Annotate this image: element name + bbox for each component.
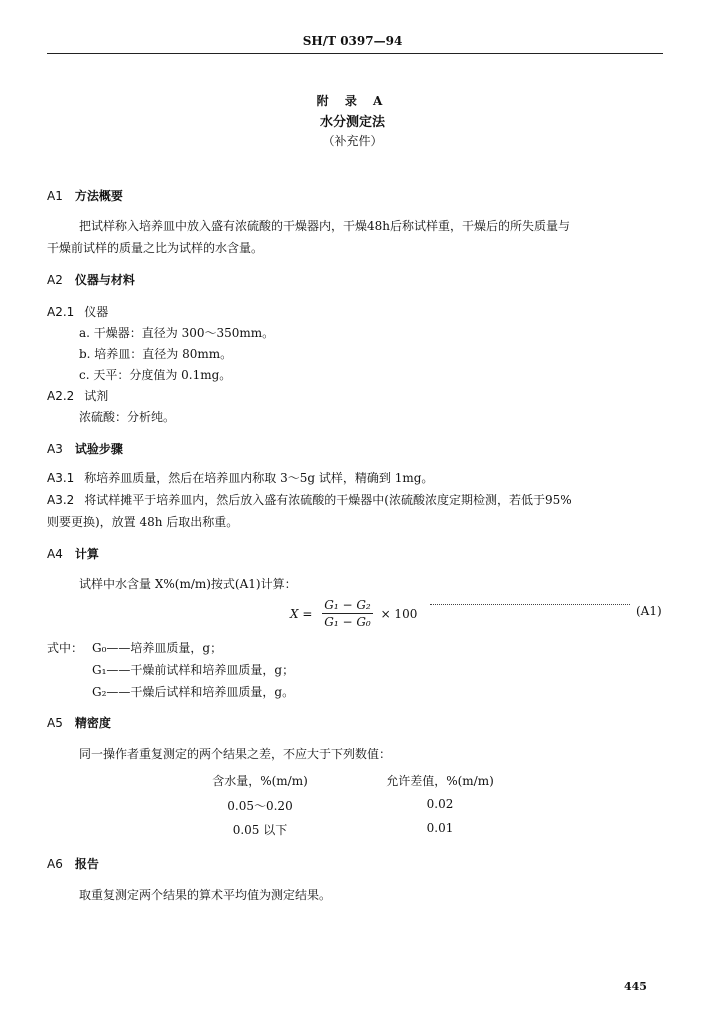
section-a6-heading — [47, 855, 99, 872]
variable-definition: G₀——培养皿质量，g； — [92, 641, 223, 655]
precision-intro: 同一操作者重复测定的两个结果之差，不应大于下列数值： — [79, 747, 392, 761]
section-title: 计算 — [74, 547, 99, 561]
formula-numerator: G₁ − G₂ — [324, 598, 371, 612]
table-header-cell: 允许差值，%(m/m) — [386, 774, 494, 788]
section-a2-1-heading — [47, 303, 108, 320]
formula-denominator: G₁ − G₀ — [324, 615, 371, 629]
paragraph-text: 称培养皿质量，然后在培养皿内称取 3～5g 试样，精确到 1mg。 — [84, 471, 434, 485]
page-number: 445 — [624, 980, 647, 993]
section-a3-heading — [47, 440, 123, 457]
section-a2-2-heading — [47, 387, 108, 404]
appendix-title: 水分测定法 — [319, 115, 385, 130]
header-rule — [47, 53, 663, 54]
table-header-cell: 含水量，%(m/m) — [212, 774, 308, 788]
section-a4-heading — [47, 545, 99, 562]
formula-fraction — [322, 598, 372, 629]
report-text: 取重复测定两个结果的算术平均值为测定结果。 — [79, 888, 332, 902]
standard-code-header: SH/T 0397—94 — [302, 34, 403, 48]
leader-dots — [430, 604, 630, 605]
section-number: A4 — [47, 547, 63, 561]
list-item: a. 干燥器：直径为 300～350mm。 — [79, 326, 275, 340]
section-number: A3.1 — [47, 471, 75, 485]
section-number: A2 — [47, 273, 63, 287]
formula-lhs: X = — [290, 606, 313, 621]
formula-factor: × 100 — [380, 606, 418, 621]
section-number: A3.2 — [47, 493, 75, 507]
section-title: 精密度 — [74, 716, 111, 730]
where-label: 式中： — [47, 641, 84, 655]
formula-intro: 试样中水含量 X%(m/m)按式(A1)计算： — [79, 577, 297, 591]
variable-definition: G₁——干燥前试样和培养皿质量，g； — [92, 663, 295, 677]
equation-number: (A1) — [636, 604, 662, 618]
section-number: A6 — [47, 857, 63, 871]
section-number: A3 — [47, 442, 63, 456]
section-a3-2-paragraph-line2: 则要更换)，放置 48h 后取出称重。 — [47, 515, 239, 529]
section-a5-heading — [47, 714, 111, 731]
table-cell: 0.05 以下 — [232, 823, 288, 837]
table-cell: 0.05～0.20 — [227, 799, 293, 813]
section-a1-paragraph-line2: 干燥前试样的质量之比为试样的水含量。 — [47, 241, 264, 255]
appendix-subtitle: （补充件） — [322, 134, 383, 148]
list-item: c. 天平：分度值为 0.1mg。 — [79, 368, 232, 382]
appendix-label: 附 录 A — [316, 94, 389, 108]
list-item: 浓硫酸：分析纯。 — [79, 410, 176, 424]
paragraph-text: 将试样摊平于培养皿内，然后放入盛有浓硫酸的干燥器中(浓硫酸浓度定期检测，若低于95% — [84, 493, 572, 507]
section-a1-heading — [47, 187, 123, 204]
section-number: A2.1 — [47, 305, 75, 319]
table-cell: 0.01 — [426, 821, 454, 835]
section-a1-paragraph-line1: 把试样称入培养皿中放入盛有浓硫酸的干燥器内，干燥48h后称试样重，干燥后的所失质量与 — [79, 219, 571, 233]
section-title: 报告 — [74, 857, 99, 871]
variable-definition: G₂——干燥后试样和培养皿质量，g。 — [92, 685, 295, 699]
table-cell: 0.02 — [426, 797, 454, 811]
section-number: A5 — [47, 716, 63, 730]
section-number: A2.2 — [47, 389, 75, 403]
section-title: 试验步骤 — [74, 442, 123, 456]
section-a3-1-paragraph — [47, 469, 433, 486]
water-content-formula — [290, 598, 417, 629]
list-item: b. 培养皿：直径为 80mm。 — [79, 347, 233, 361]
section-title: 仪器 — [84, 305, 109, 319]
section-title: 试剂 — [84, 389, 109, 403]
section-a3-2-paragraph — [47, 491, 572, 508]
section-title: 方法概要 — [74, 189, 123, 203]
section-title: 仪器与材料 — [74, 273, 135, 287]
section-a2-heading — [47, 271, 135, 288]
section-number: A1 — [47, 189, 63, 203]
